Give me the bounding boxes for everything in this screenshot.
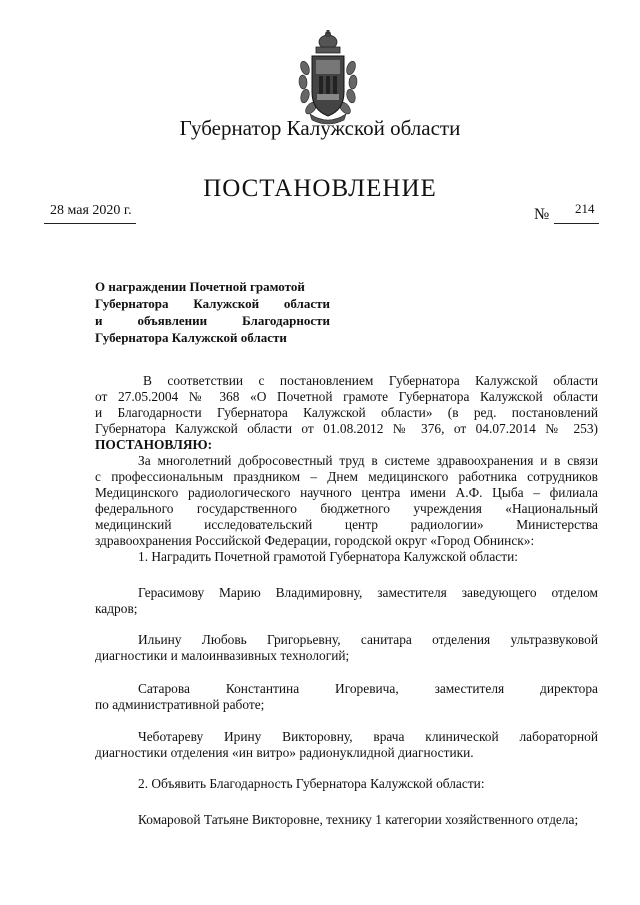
reason-line: федерального государственного бюджетного учреждения «Национальный [95, 501, 598, 516]
item-2-heading: 2. Объявить Благодарность Губернатора Калужской области: [138, 776, 485, 791]
awardee-line: Ильину Любовь Григорьевну, санитара отделения ультразвуковой [138, 632, 598, 647]
subject-word: Благодарности [242, 313, 330, 328]
issuer-title: Губернатор Калужской области [179, 116, 461, 140]
thanked-line: Комаровой Татьяне Викторовне, технику 1 категории хозяйственного отдела; [138, 812, 579, 827]
subject-word: Губернатора [95, 296, 169, 311]
subject-word: Калужской [193, 296, 260, 311]
item-1-heading: 1. Наградить Почетной грамотой Губернатора Калужской области: [138, 549, 518, 564]
document-type-heading: ПОСТАНОВЛЕНИЕ [203, 175, 437, 202]
number-sign: № [534, 206, 550, 223]
document-number: 214 [575, 201, 595, 216]
reason-line: медицинский исследовательский центр радиологии» Министерства [95, 517, 598, 532]
subject-line: О награждении Почетной грамотой [95, 279, 305, 294]
preamble-line: Губернатора Калужской области от 01.08.2012 № 376, от 04.07.2014 № 253) [95, 421, 598, 436]
awardee-line: Чеботареву Ирину Викторовну, врача клинической лабораторной [138, 729, 598, 744]
subject-word: и [95, 313, 103, 328]
date-underline [44, 223, 136, 224]
reason-line: За многолетний добросовестный труд в системе здравоохранения и в связи [138, 453, 598, 468]
awardee-line: диагностики отделения «ин витро» радионуклидной диагностики. [95, 745, 474, 760]
subject-line: Губернатора Калужской области [95, 330, 287, 345]
subject-word: объявлении [137, 313, 208, 328]
subject-line [95, 295, 330, 312]
awardee-line: Сатарова Константина Игоревича, заместителя директора [138, 681, 598, 696]
reason-line: здравоохранения Российской Федерации, городской округ «Город Обнинск»: [95, 533, 535, 548]
document-date: 28 мая 2020 г. [50, 203, 132, 218]
coat-of-arms-emblem [296, 30, 360, 128]
decree-word: ПОСТАНОВЛЯЮ: [95, 437, 213, 452]
number-underline [554, 223, 599, 224]
subject-word: области [283, 296, 330, 311]
awardee-line: кадров; [95, 601, 138, 616]
awardee-line: Герасимову Марию Владимировну, заместителя заведующего отделом [138, 585, 598, 600]
reason-line: Медицинского радиологического научного центра имени А.Ф. Цыба – филиала [95, 485, 598, 500]
awardee-line: диагностики и малоинвазивных технологий; [95, 648, 350, 663]
preamble-line: В соответствии с постановлением Губернатора Калужской области [143, 373, 598, 388]
reason-line: с профессиональным праздником – Днем медицинского работника сотрудников [95, 469, 598, 484]
awardee-line: по административной работе; [95, 697, 265, 712]
preamble-line: и Благодарности Губернатора Калужской области» (в ред. постановлений [95, 405, 598, 420]
preamble-line: от 27.05.2004 № 368 «О Почетной грамоте Губернатора Калужской области [95, 389, 598, 404]
subject-line [95, 312, 330, 329]
